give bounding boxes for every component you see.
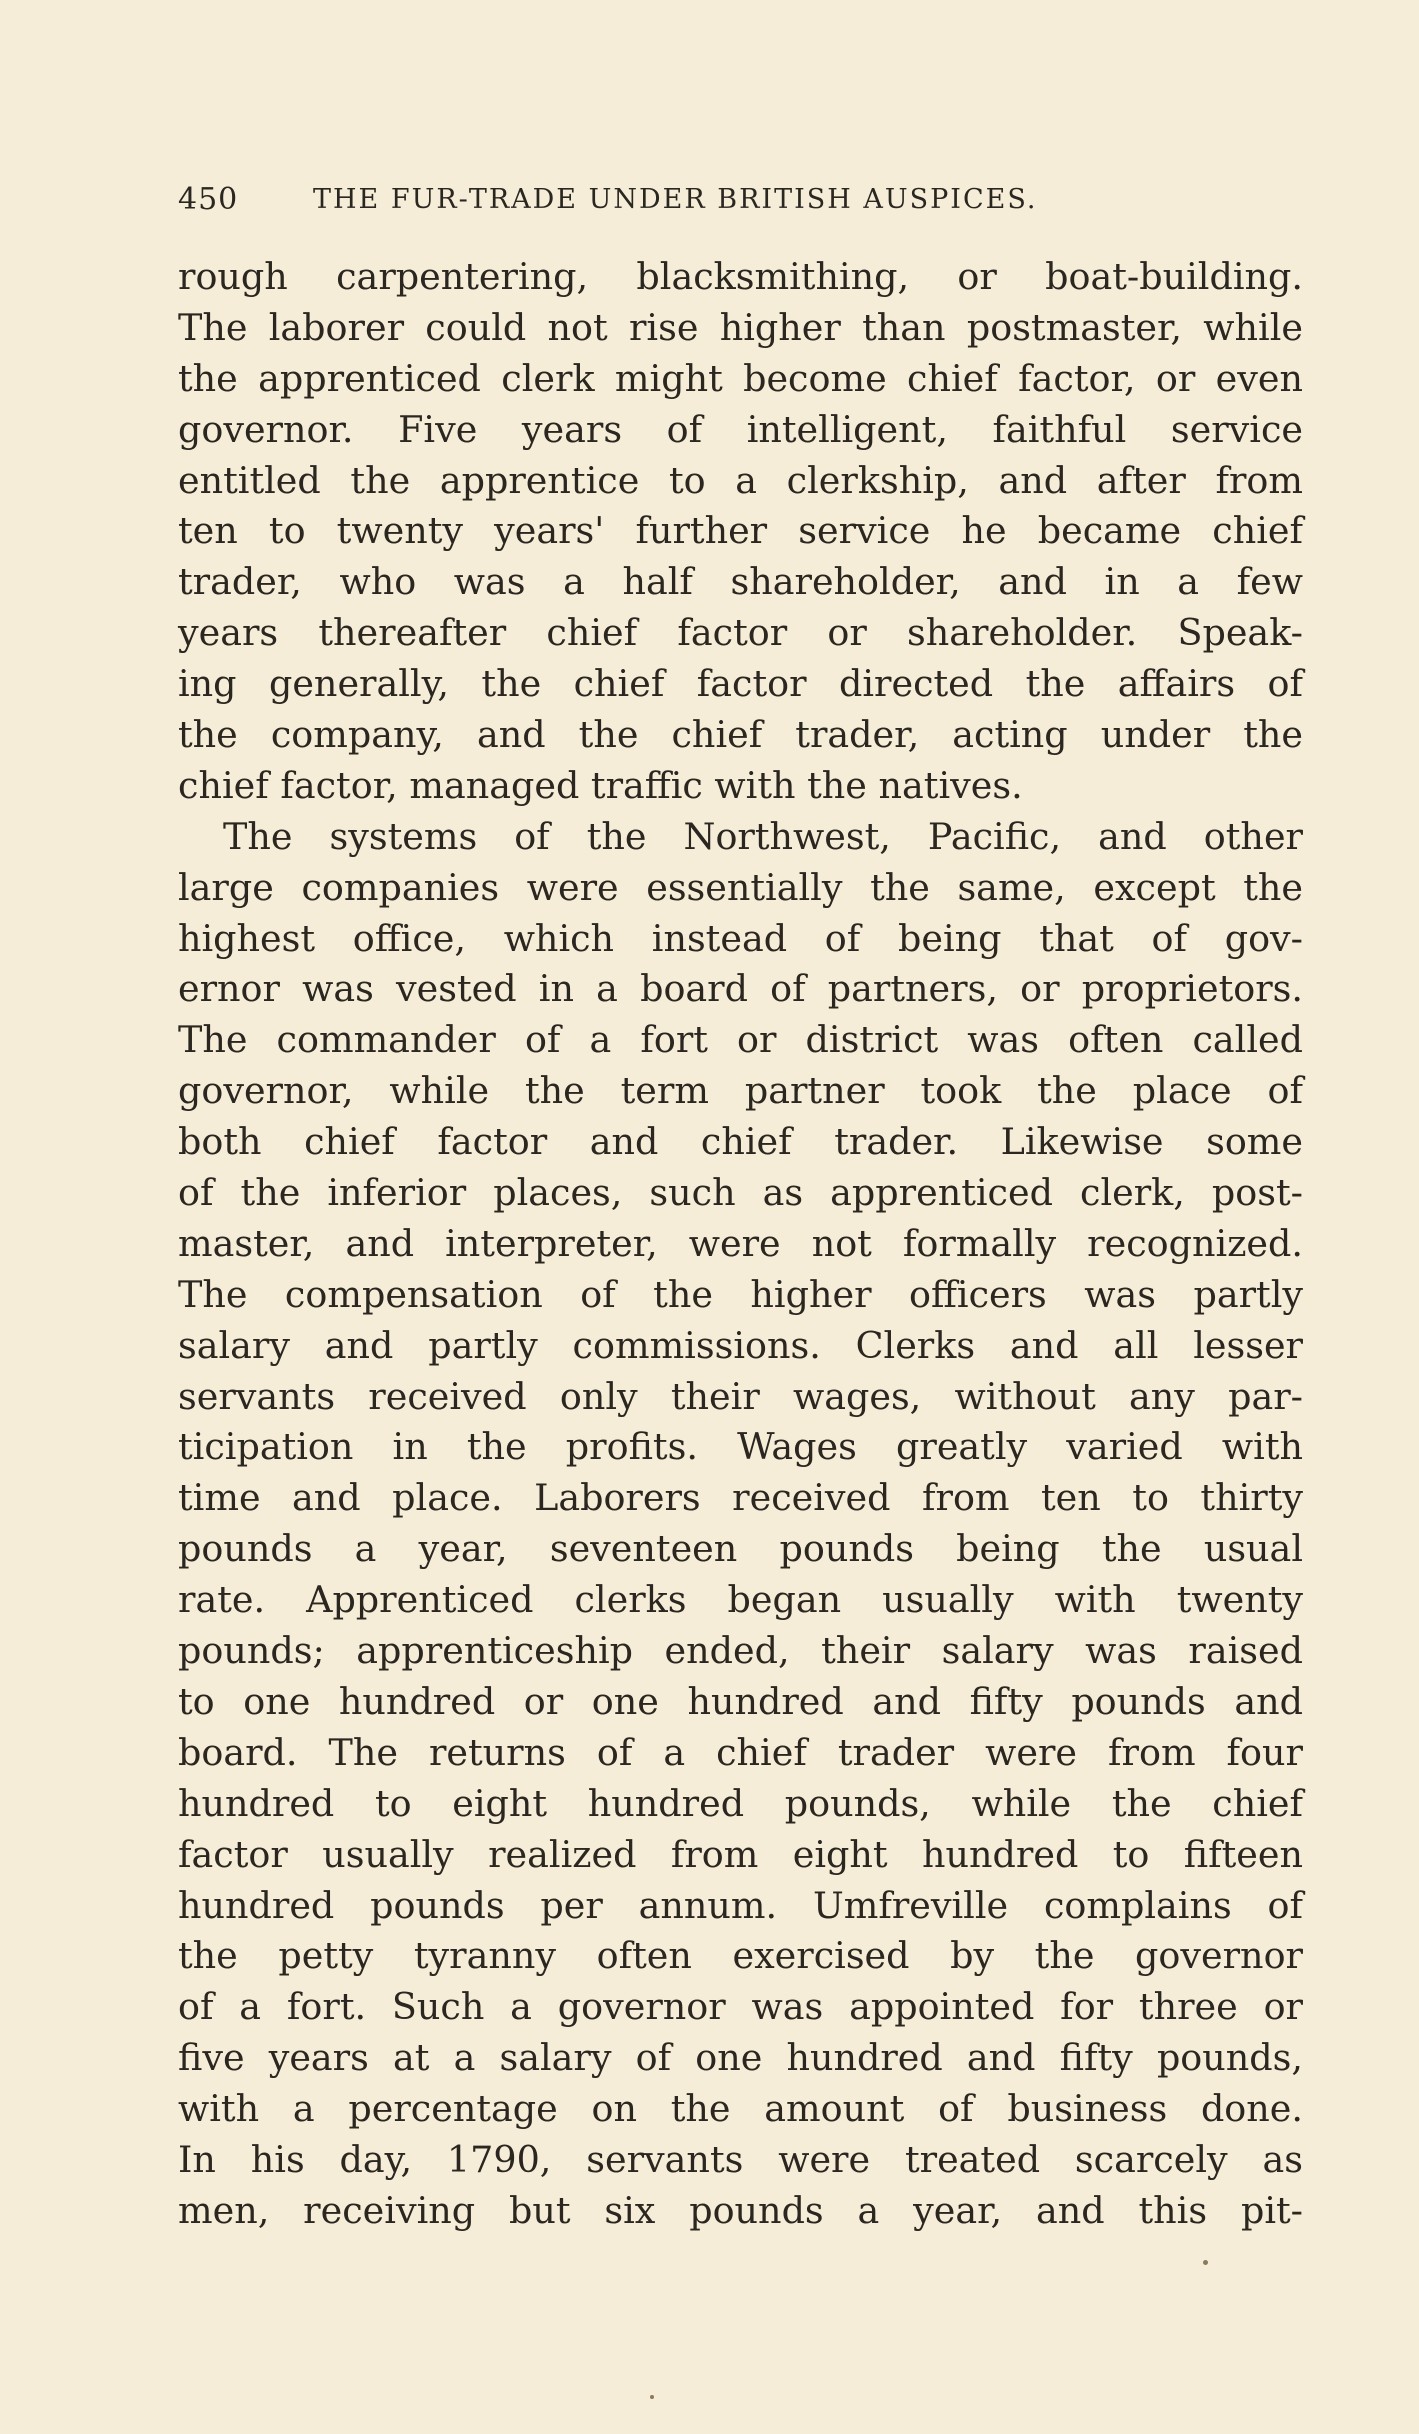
text-line-8: years thereafter chief factor or shareholder. Speak- xyxy=(178,611,1303,655)
text-line-6: ten to twenty years' further service he became chief xyxy=(178,509,1303,553)
text-line-25: time and place. Laborers received from ten to thirty xyxy=(178,1476,1303,1520)
body-text xyxy=(178,252,1303,2237)
text-line-29: to one hundred or one hundred and fifty pounds and xyxy=(178,1679,1303,1723)
text-line-18: both chief factor and chief trader. Likewise some xyxy=(178,1120,1303,1164)
running-head: THE FUR-TRADE UNDER BRITISH AUSPICES. xyxy=(313,184,1038,215)
text-line-10: the company, and the chief trader, acting under the xyxy=(178,713,1303,757)
text-line-13: large companies were essentially the same, except the xyxy=(178,865,1303,909)
paper-speck xyxy=(650,2395,654,2399)
text-line-20: master, and interpreter, were not formally recognized. xyxy=(178,1221,1303,1265)
text-line-26: pounds a year, seventeen pounds being the usual xyxy=(178,1527,1303,1571)
text-line-3: the apprenticed clerk might become chief factor, or even xyxy=(178,356,1303,400)
paper-speck xyxy=(1203,2260,1208,2265)
text-line-36: five years at a salary of one hundred and fifty pounds, xyxy=(178,2036,1303,2080)
text-line-12: The systems of the Northwest, Pacific, and other xyxy=(223,814,1303,858)
text-line-38: In his day, 1790, servants were treated scarcely as xyxy=(178,2137,1303,2181)
text-line-24: ticipation in the profits. Wages greatly varied with xyxy=(178,1425,1303,1469)
text-line-37: with a percentage on the amount of business done. xyxy=(178,2087,1303,2131)
text-line-5: entitled the apprentice to a clerkship, and after from xyxy=(178,458,1303,502)
text-line-35: of a fort. Such a governor was appointed for three or xyxy=(178,1985,1303,2029)
text-line-39: men, receiving but six pounds a year, and this pit- xyxy=(178,2188,1303,2232)
text-line-30: board. The returns of a chief trader were from four xyxy=(178,1730,1303,1774)
text-line-17: governor, while the term partner took the place of xyxy=(178,1069,1303,1113)
text-line-7: trader, who was a half shareholder, and in a few xyxy=(178,560,1303,604)
text-line-27: rate. Apprenticed clerks began usually with twenty xyxy=(178,1578,1303,1622)
text-line-15: ernor was vested in a board of partners, or proprietors. xyxy=(178,967,1303,1011)
text-line-2: The laborer could not rise higher than postmaster, while xyxy=(178,305,1303,349)
text-line-32: factor usually realized from eight hundred to fifteen xyxy=(178,1832,1303,1876)
text-line-9: ing generally, the chief factor directed the affairs of xyxy=(178,662,1303,706)
page-header xyxy=(178,176,1298,226)
text-line-1: rough carpentering, blacksmithing, or boat-building. xyxy=(178,255,1303,298)
text-line-23: servants received only their wages, without any par- xyxy=(178,1374,1303,1418)
text-line-19: of the inferior places, such as apprenticed clerk, post- xyxy=(178,1171,1303,1215)
text-line-11: chief factor, managed traffic with the natives. xyxy=(178,763,1023,807)
text-line-16: The commander of a fort or district was often called xyxy=(178,1018,1303,1062)
text-line-4: governor. Five years of intelligent, faithful service xyxy=(178,407,1303,451)
text-line-22: salary and partly commissions. Clerks and all lesser xyxy=(178,1323,1303,1367)
text-line-34: the petty tyranny often exercised by the governor xyxy=(178,1934,1303,1978)
page-number: 450 xyxy=(178,182,239,217)
text-line-14: highest office, which instead of being that of gov- xyxy=(178,916,1303,960)
text-line-28: pounds; apprenticeship ended, their salary was raised xyxy=(178,1629,1303,1673)
text-line-33: hundred pounds per annum. Umfreville complains of xyxy=(178,1883,1303,1927)
text-line-31: hundred to eight hundred pounds, while the chief xyxy=(178,1781,1303,1825)
text-line-21: The compensation of the higher officers was partly xyxy=(178,1272,1303,1316)
